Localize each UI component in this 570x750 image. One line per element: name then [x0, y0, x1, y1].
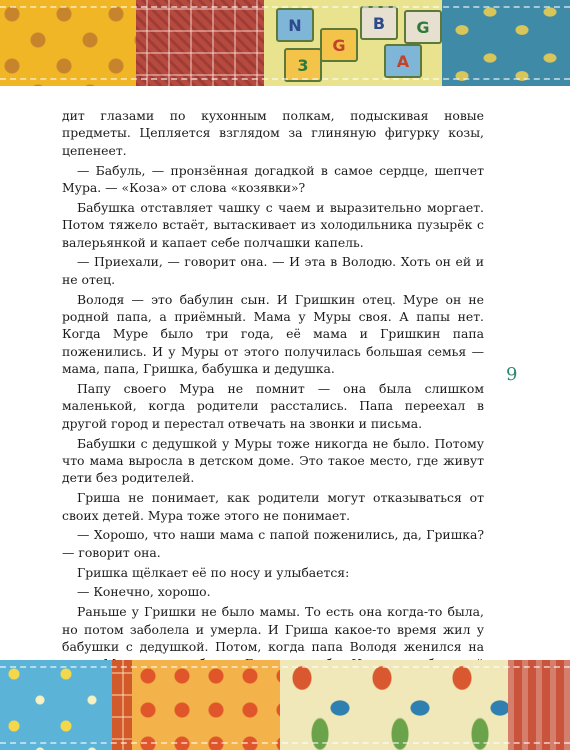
paragraph: Гриша не понимает, как родители могут отказываться от своих детей. Мура тоже этого не понимает.	[62, 490, 484, 523]
block-letter: N	[276, 8, 314, 42]
block-letter: G	[320, 28, 358, 62]
paragraph: Бабушка отставляет чашку с чаем и выразительно моргает. Потом тяжело встаёт, вытаскивает из холодильника пузырёк с валерьянкой и капает себе полчашки капель.	[62, 199, 484, 250]
paragraph: — Конечно, хорошо.	[77, 584, 211, 600]
dots-pattern-tile	[132, 660, 280, 750]
paragraph: Володя — это бабулин сын. И Гришкин отец. Муре он не родной папа, а приёмный. Мама у Муры своя. А папы нет. Когда Муре было три года, её мама и Гришкин папа поженились. И у Муры от этого получилась большая семья — мама, папа, Гришка, бабушка и дедушка.	[62, 291, 484, 377]
leaves-pattern-tile	[442, 0, 570, 86]
paragraph: — Приехали, — говорит она. — И эта в Володю. Хоть он ей и не отец.	[62, 254, 484, 287]
top-decorative-border	[0, 0, 570, 86]
paragraph: дит глазами по кухонным полкам, подыскивая новые предметы. Цепляется взглядом за глиняную фигурку козы, цепенеет.	[62, 108, 484, 158]
block-letter: A	[384, 44, 422, 78]
page-number: 9	[506, 364, 518, 385]
plaid-pattern-tile	[112, 660, 132, 750]
cars-pattern-tile	[280, 660, 508, 750]
plaid-pattern-tile	[508, 660, 570, 750]
paragraph: Раньше у Гришки не было мамы. То есть она когда-то была, но потом заболела и умерла. И Гриша какое-то время жил у бабушки с дедушкой. Потом, когда папа Володя женился на	[62, 604, 484, 655]
paragraph: — Хорошо, что наши мама с папой поженились, да, Гришка? — говорит она.	[62, 527, 484, 560]
paragraph: — Бабуль, — пронзённая догадкой в самое сердце, шепчет Мура. — «Коза» от слова «козявки»?	[62, 162, 484, 196]
story-text	[62, 107, 484, 693]
block-letter: 3	[284, 48, 322, 82]
alphabet-blocks-tile	[264, 0, 442, 86]
paragraph: Гришка щёлкает её по носу и улыбается:	[77, 564, 350, 580]
bears-pattern-tile	[0, 0, 136, 86]
paragraph: Папу своего Мура не помнит — она была слишком маленькой, когда родители расстались. Папа переехал в другой город и перестал отвечать на звонки и письма.	[62, 381, 484, 431]
paragraph: Бабушки с дедушкой у Муры тоже никогда не было. Потому что мама выросла в детском доме. Это такое место, где живут дети без родителей.	[62, 435, 484, 486]
stars-pattern-tile	[0, 660, 112, 750]
bottom-decorative-border	[0, 660, 570, 750]
block-letter: G	[404, 10, 442, 44]
plaid-pattern-tile	[136, 0, 264, 86]
block-letter: B	[360, 6, 398, 40]
